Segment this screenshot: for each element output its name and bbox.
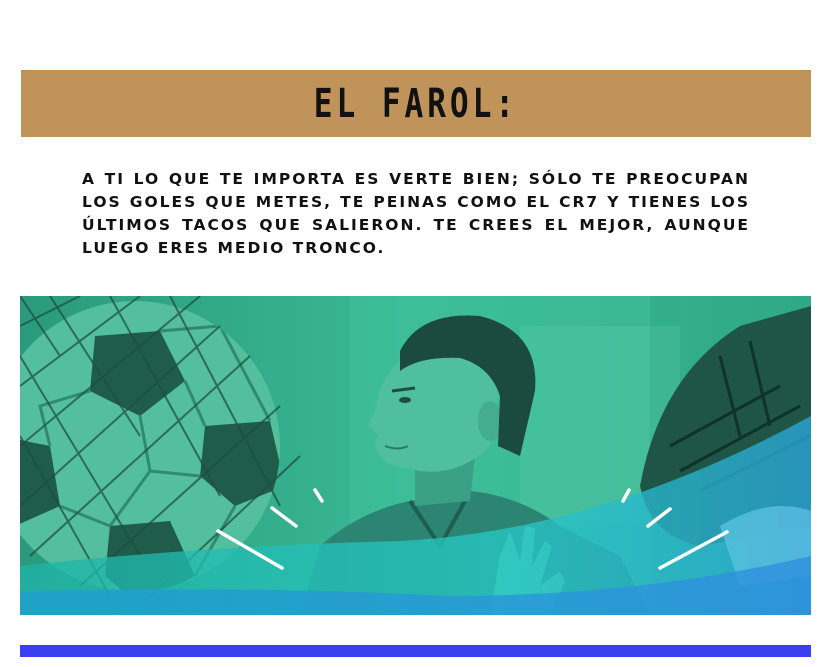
page-title: EL FAROL: <box>313 80 519 127</box>
hero-image <box>20 296 811 615</box>
title-banner <box>21 70 811 137</box>
bottom-divider-bar <box>20 645 811 657</box>
description-text: A TI LO QUE TE IMPORTA ES VERTE BIEN; SÓLO TE PREOCUPAN LOS GOLES QUE METES, TE PEINAS COMO EL CR7 Y TIENES LOS ÚLTIMOS TACOS QUE SALIERON. TE CREES EL MEJOR, AUNQUE LUEGO ERES MEDIO TRONCO. <box>82 170 750 257</box>
